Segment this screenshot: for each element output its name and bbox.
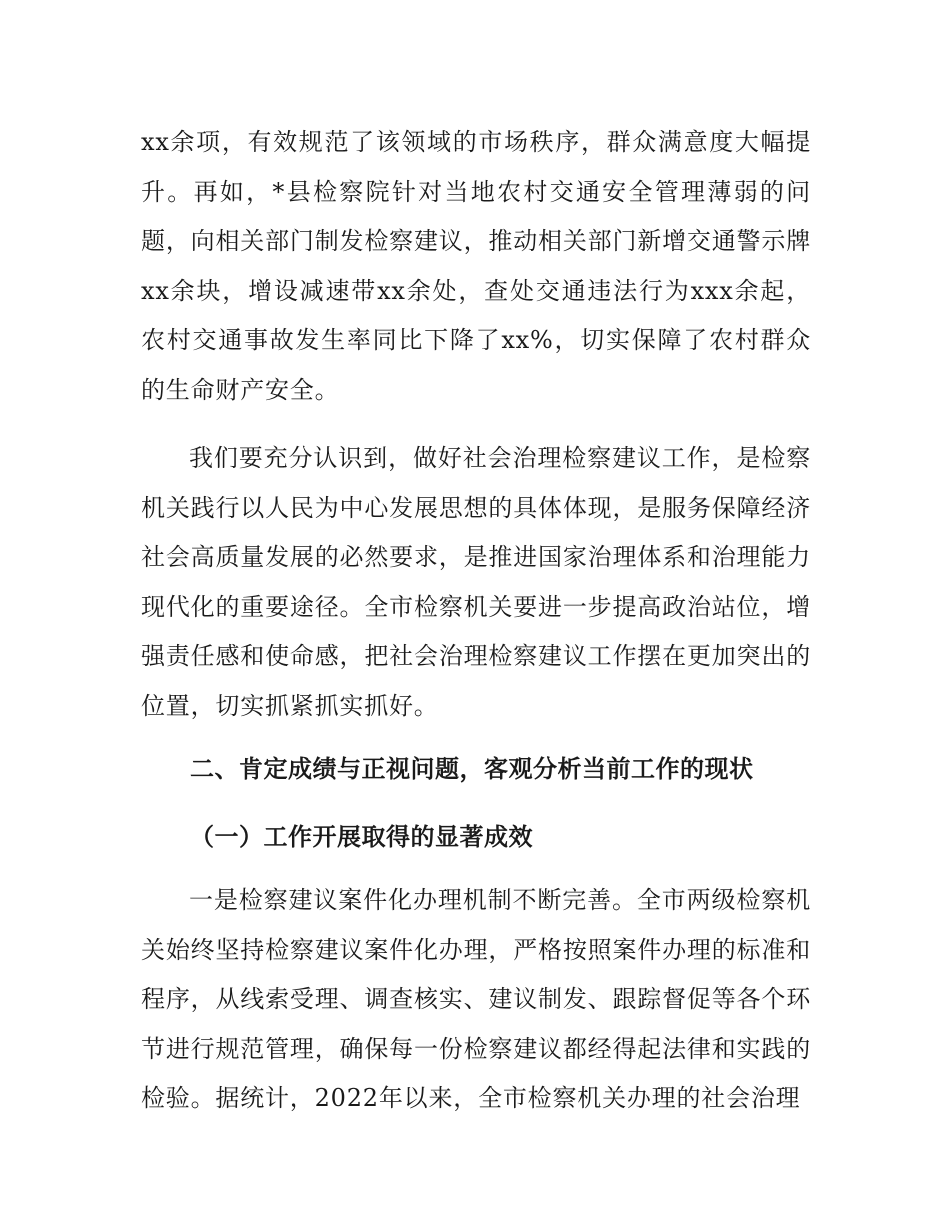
- body-paragraph-achievements: 一是检察建议案件化办理机制不断完善。全市两级检察机关始终坚持检察建议案件化办理，严格按照案件办理的标准和程序，从线索受理、调查核实、建议制发、跟踪督促等各个环节进行规范管理，确保每一份检察建议都经得起法律和实践的检验。据统计，2022年以来，全市检察机关办理的社会治理: [141, 886, 811, 1112]
- body-paragraph-continuation: xx余项，有效规范了该领域的市场秩序，群众满意度大幅提升。再如，*县检察院针对当地农村交通安全管理薄弱的问题，向相关部门制发检察建议，推动相关部门新增交通警示牌xx余块，增设减速带xx余处，查处交通违法行为xxx余起，农村交通事故发生率同比下降了xx%，切实保障了农村群众的生命财产安全。: [141, 128, 811, 404]
- body-paragraph-significance: 我们要充分认识到，做好社会治理检察建议工作，是检察机关践行以人民为中心发展思想的具体体现，是服务保障经济社会高质量发展的必然要求，是推进国家治理体系和治理能力现代化的重要途径。全市检察机关要进一步提高政治站位，增强责任感和使命感，把社会治理检察建议工作摆在更加突出的位置，切实抓紧抓实抓好。: [141, 444, 811, 720]
- section-heading: 二、肯定成绩与正视问题，客观分析当前工作的现状: [190, 755, 754, 783]
- subsection-heading: （一）工作开展取得的显著成效: [190, 823, 533, 851]
